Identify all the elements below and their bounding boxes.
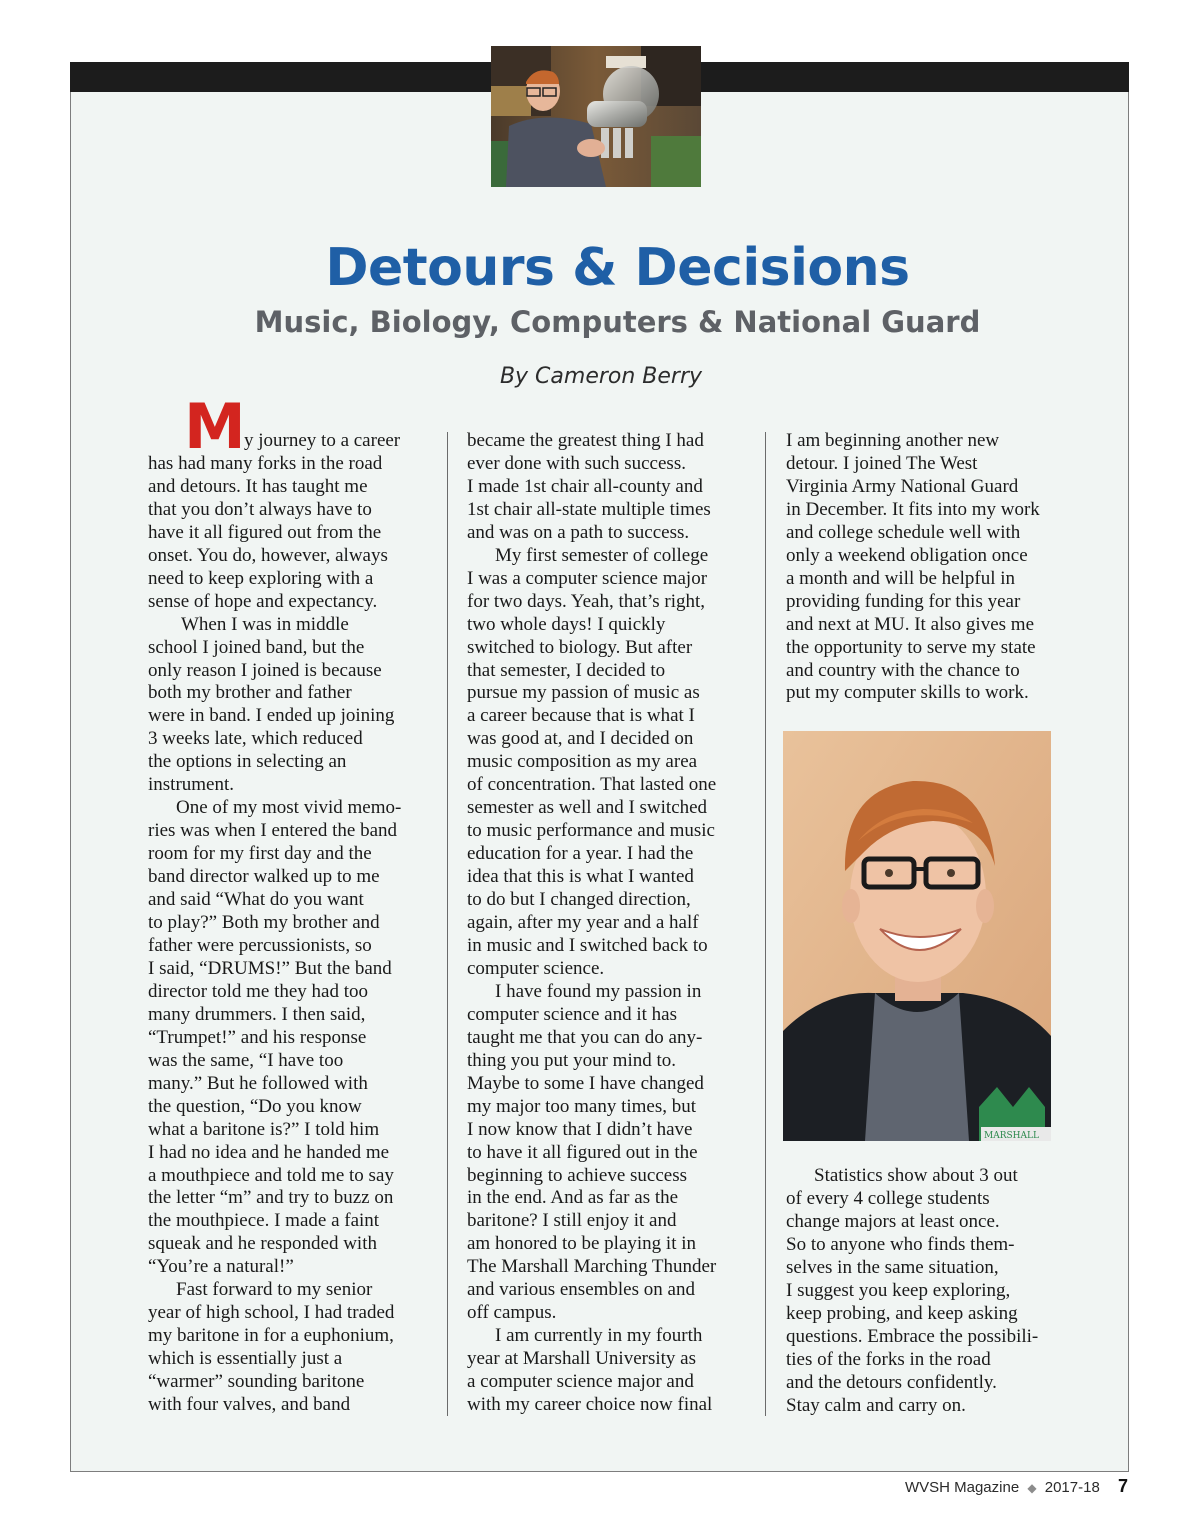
line: “Trumpet!” and his response [148,1026,367,1048]
line: onset. You do, however, always [148,544,388,566]
line: I made 1st chair all-county and [467,475,703,497]
line: two whole days! I quickly [467,613,666,635]
drop-cap: M [184,390,246,463]
line: to have it all figured out in the [467,1141,698,1163]
line: So to anyone who finds them- [786,1233,1015,1255]
diamond-icon: ◆ [1027,1481,1037,1495]
line: the options in selecting an [148,751,347,773]
line: in the end. And as far as the [467,1187,679,1209]
line: in December. It fits into my work [786,498,1040,520]
line: have it all figured out from the [148,521,382,543]
line: ties of the forks in the road [786,1348,991,1370]
line: beginning to achieve success [467,1164,688,1186]
line: that semester, I decided to [467,659,666,681]
column-rule [765,432,766,1416]
article-subtitle: Music, Biology, Computers & National Guard [254,305,981,339]
line: was good at, and I decided on [467,728,694,750]
line: became the greatest thing I had [467,430,704,451]
line: I have found my passion in [495,980,702,1002]
column-rule [447,432,448,1416]
line: idea that this is what I wanted [467,866,694,888]
line: has had many forks in the road [148,452,383,474]
line: When I was in middle [181,613,349,635]
article-column-2 [467,430,757,1417]
line: taught me that you can do any- [467,1026,703,1048]
line: One of my most vivid memo- [176,797,402,819]
line: “You’re a natural!” [148,1256,294,1278]
line: with my career choice now final [467,1394,713,1416]
article-column-3 [786,430,1086,705]
line: “warmer” sounding baritone [148,1371,365,1393]
line: I now know that I didn’t have [467,1118,693,1140]
line: with four valves, and band [148,1394,351,1416]
line: ever done with such success. [467,452,686,474]
line: room for my first day and the [148,843,372,865]
line: Fast forward to my senior [176,1279,373,1301]
line: off campus. [467,1302,557,1324]
line: year of high school, I had traded [148,1302,395,1324]
page-footer [905,1476,1128,1497]
line: 1st chair all-state multiple times [467,498,711,520]
page-number: 7 [1117,1476,1128,1496]
line: a career because that is what I [467,705,695,727]
line: put my computer skills to work. [786,682,1029,704]
line: of concentration. That lasted one [467,774,717,796]
issue-year: 2017-18 [1044,1479,1100,1496]
line: detour. I joined The West [786,452,978,474]
article-title: Detours & Decisions [325,238,910,298]
line: my major too many times, but [467,1095,697,1117]
line: My first semester of college [495,544,709,566]
line: to do but I changed direction, [467,889,691,911]
line: and detours. It has taught me [148,475,368,497]
line: the question, “Do you know [148,1095,362,1117]
line: and next at MU. It also gives me [786,613,1035,635]
line: father were percussionists, so [148,934,372,956]
line: for two days. Yeah, that’s right, [467,590,706,612]
line: ries was when I entered the band [148,820,398,842]
line: need to keep exploring with a [148,567,374,589]
line: Stay calm and carry on. [786,1394,966,1416]
magazine-name: WVSH Magazine [904,1479,1020,1496]
line: semester as well and I switched [467,797,708,819]
article-byline: By Cameron Berry [499,364,703,389]
line: both my brother and father [148,682,352,704]
line: keep probing, and keep asking [786,1302,1018,1324]
line: to music performance and music [467,820,715,842]
line: thing you put your mind to. [467,1049,676,1071]
line: band director walked up to me [148,866,380,888]
line: what a baritone is?” I told him [148,1118,380,1140]
line: Statistics show about 3 out [814,1165,1018,1186]
line: and various ensembles on and [467,1279,695,1301]
line: 3 weeks late, which reduced [148,728,363,750]
line: and was on a path to success. [467,521,690,543]
author-portrait [783,731,1051,1141]
line: only reason I joined is because [148,659,382,681]
line: education for a year. I had the [467,843,694,865]
line: Virginia Army National Guard [786,475,1019,497]
line: computer science. [467,957,605,979]
line: school I joined band, but the [148,636,365,658]
line: in music and I switched back to [467,934,708,956]
line: I am currently in my fourth [495,1325,703,1347]
line: director told me they had too [148,980,369,1002]
line: selves in the same situation, [786,1256,999,1278]
article-column-1 [148,390,438,1417]
line: change majors at least once. [786,1210,1000,1232]
line: I said, “DRUMS!” But the band [148,957,392,979]
line: I was a computer science major [467,567,708,589]
line: the letter “m” and try to buzz on [148,1187,394,1209]
line: a month and will be helpful in [786,567,1016,589]
line: am honored to be playing it in [467,1233,697,1255]
line: only a weekend obligation once [786,544,1028,566]
line: I suggest you keep exploring, [786,1279,1011,1301]
line: I had no idea and he handed me [148,1141,390,1163]
line: were in band. I ended up joining [148,705,395,727]
line: of every 4 college students [786,1187,990,1209]
line: music composition as my area [467,751,698,773]
line: was the same, “I have too [148,1049,344,1071]
line: and the detours confidently. [786,1371,997,1393]
line: a computer science major and [467,1371,694,1393]
line: many drummers. I then said, [148,1003,366,1025]
line: I am beginning another new [786,430,1000,451]
line: questions. Embrace the possibili- [786,1325,1039,1347]
line: again, after my year and a half [467,912,699,934]
line: The Marshall Marching Thunder [467,1256,717,1278]
line: y journey to a career [244,430,401,451]
line: switched to biology. But after [467,636,693,658]
line: instrument. [148,774,235,796]
line: year at Marshall University as [467,1348,696,1370]
line: and college schedule well with [786,521,1021,543]
line: to play?” Both my brother and [148,912,380,934]
line: computer science and it has [467,1003,677,1025]
line: that you don’t always have to [148,498,372,520]
line: Maybe to some I have changed [467,1072,704,1094]
photo-baritone-player [491,46,701,187]
article-column-3-bottom [786,1165,1086,1417]
line: squeak and he responded with [148,1233,377,1255]
shirt-logo-text: MARSHALL [984,1131,1039,1141]
line: the opportunity to serve my state [786,636,1036,658]
line: many.” But he followed with [148,1072,368,1094]
line: my baritone in for a euphonium, [148,1325,394,1347]
line: providing funding for this year [786,590,1021,612]
line: pursue my passion of music as [467,682,700,704]
line: the mouthpiece. I made a faint [148,1210,380,1232]
line: and country with the chance to [786,659,1020,681]
line: baritone? I still enjoy it and [467,1210,677,1232]
line: which is essentially just a [148,1348,343,1370]
line: a mouthpiece and told me to say [148,1164,394,1186]
line: sense of hope and expectancy. [148,590,378,612]
line: and said “What do you want [148,889,364,911]
